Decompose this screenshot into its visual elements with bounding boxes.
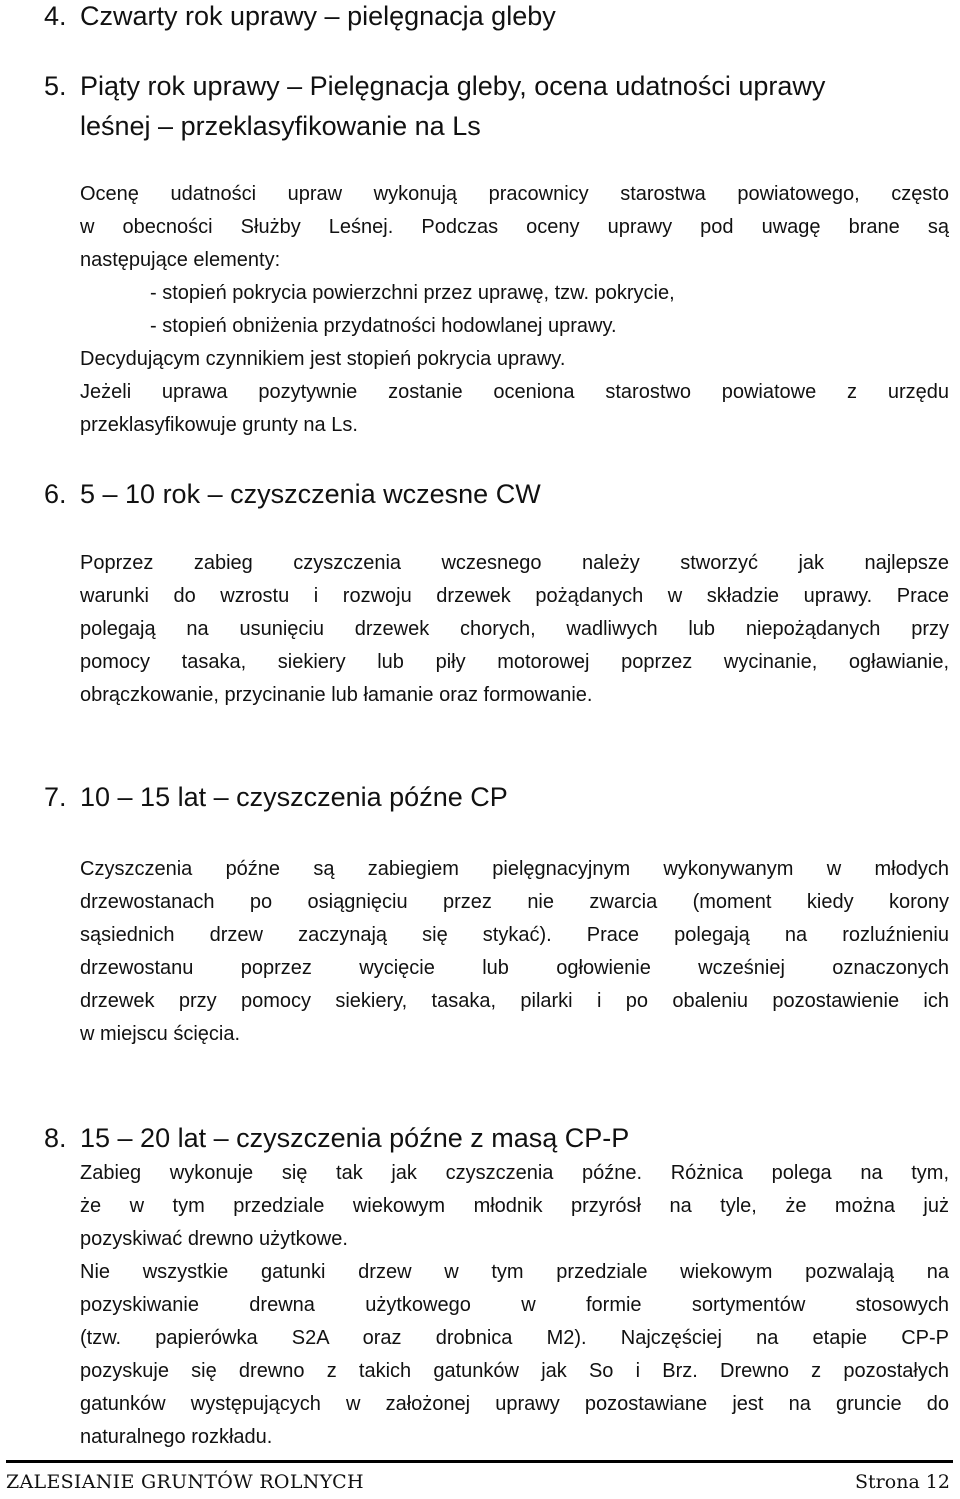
heading-title-continued: leśnej – przeklasyfikowanie na Ls [80, 111, 481, 141]
heading-section-8 [44, 1122, 629, 1154]
heading-section-7 [44, 781, 508, 813]
text-line: gatunków występujących w założonej uprawy pozostawiane jest na gruncie do [80, 1393, 949, 1415]
text-line: pomocy tasaka, siekiery lub piły motorowej poprzez wycinanie, ogławianie, [80, 651, 949, 673]
heading-number: 8. [44, 1123, 67, 1153]
text-line: Ocenę udatności upraw wykonują pracownicy starostwa powiatowego, często [80, 183, 949, 205]
heading-title: Czwarty rok uprawy – pielęgnacja gleby [80, 1, 556, 31]
text-line: drzewostanach po osiągnięciu przez nie zwarcia (moment kiedy korony [80, 891, 949, 913]
text-line: Poprzez zabieg czyszczenia wczesnego należy stworzyć jak najlepsze [80, 552, 949, 574]
text-line: drzewostanu poprzez wycięcie lub ogłowienie wcześniej oznaczonych [80, 957, 949, 979]
text-line: następujące elementy: [80, 249, 281, 271]
text-line: pozyskiwać drewno użytkowe. [80, 1228, 348, 1250]
footer-title: ZALESIANIE GRUNTÓW ROLNYCH [6, 1471, 364, 1493]
heading-number: 4. [44, 1, 67, 31]
paragraph-section-8 [80, 1157, 949, 1454]
heading-title: 15 – 20 lat – czyszczenia późne z masą CP-P [80, 1123, 630, 1153]
list-item: - stopień obniżenia przydatności hodowlanej uprawy. [150, 315, 617, 337]
page-number: Strona 12 [855, 1471, 950, 1493]
paragraph-section-7 [80, 853, 949, 1051]
text-line: przeklasyfikowuje grunty na Ls. [80, 414, 358, 436]
paragraph-section-6 [80, 547, 949, 712]
paragraph-decisive-factor: Decydującym czynnikiem jest stopień pokrycia uprawy. [80, 348, 566, 370]
text-line: warunki do wzrostu i rozwoju drzewek pożądanych w składzie uprawy. Prace [80, 585, 949, 607]
text-line: w miejscu ścięcia. [80, 1023, 241, 1045]
heading-number: 5. [44, 71, 67, 101]
text-line: obrączkowanie, przycinanie lub łamanie oraz formowanie. [80, 684, 593, 706]
text-line: pozyskiwanie drewna użytkowego w formie sortymentów stosowych [80, 1294, 949, 1316]
heading-number: 7. [44, 782, 67, 812]
text-line: w obecności Służby Leśnej. Podczas oceny uprawy pod uwagę brane są [80, 216, 949, 238]
text-line: że w tym przedziale wiekowym młodnik przyrósł na tyle, że można już [80, 1195, 949, 1217]
text-line: drzewek przy pomocy siekiery, tasaka, pilarki i po obaleniu pozostawienie ich [80, 990, 949, 1012]
text-line: Nie wszystkie gatunki drzew w tym przedziale wiekowym pozwalają na [80, 1261, 949, 1283]
footer-divider [6, 1460, 953, 1463]
text-line: polegają na usunięciu drzewek chorych, wadliwych lub niepożądanych przy [80, 618, 949, 640]
text-line: (tzw. papierówka S2A oraz drobnica M2). Najczęściej na etapie CP-P [80, 1327, 949, 1349]
heading-section-5 [44, 70, 825, 102]
heading-title: Piąty rok uprawy – Pielęgnacja gleby, ocena udatności uprawy [80, 71, 826, 101]
text-line: naturalnego rozkładu. [80, 1426, 273, 1448]
heading-number: 6. [44, 479, 67, 509]
text-line: Jeżeli uprawa pozytywnie zostanie oceniona starostwo powiatowe z urzędu [80, 381, 949, 403]
heading-section-6 [44, 478, 541, 510]
text-line: Zabieg wykonuje się tak jak czyszczenia późne. Różnica polega na tym, [80, 1162, 949, 1184]
list-item: - stopień pokrycia powierzchni przez uprawę, tzw. pokrycie, [150, 282, 675, 304]
text-line: Czyszczenia późne są zabiegiem pielęgnacyjnym wykonywanym w młodych [80, 858, 949, 880]
text-line: pozyskuje się drewno z takich gatunków jak So i Brz. Drewno z pozostałych [80, 1360, 949, 1382]
text-line: sąsiednich drzew zaczynają się stykać). Prace polegają na rozluźnieniu [80, 924, 949, 946]
heading-section-4 [44, 0, 556, 32]
paragraph-section-5-intro [80, 178, 949, 277]
heading-title: 5 – 10 rok – czyszczenia wczesne CW [80, 479, 541, 509]
heading-title: 10 – 15 lat – czyszczenia późne CP [80, 782, 508, 812]
paragraph-reclassification [80, 376, 949, 442]
